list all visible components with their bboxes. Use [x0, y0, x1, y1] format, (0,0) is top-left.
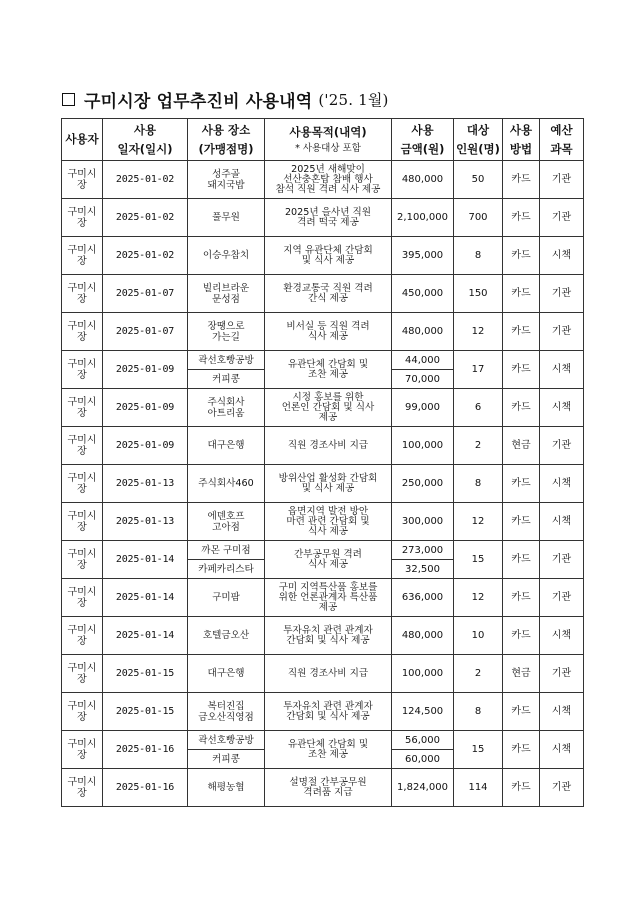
people-cell: 50 — [454, 161, 503, 199]
place-cell: 성주골 돼지국밥 — [188, 161, 265, 199]
place-cell: 주식회사460 — [188, 465, 265, 503]
purpose-cell: 환경교통국 직원 격려 간식 제공 — [265, 275, 392, 313]
place-cell: 해평농협 — [188, 769, 265, 807]
purpose-cell: 간부공무원 격려 식사 제공 — [265, 541, 392, 579]
user-cell: 구미시장 — [62, 655, 103, 693]
user-cell: 구미시장 — [62, 237, 103, 275]
method-cell: 카드 — [503, 731, 540, 769]
budget-cell: 기관 — [540, 199, 584, 237]
date-cell: 2025-01-09 — [103, 389, 188, 427]
date-cell: 2025-01-09 — [103, 427, 188, 465]
place-cell: 커피콩 — [188, 750, 265, 769]
purpose-cell: 투자유치 관련 관계자 간담회 및 식사 제공 — [265, 693, 392, 731]
place-cell: 구미팜 — [188, 579, 265, 617]
amount-cell: 44,000 — [392, 351, 454, 370]
place-cell: 복터진집 금오산직영점 — [188, 693, 265, 731]
budget-cell: 시책 — [540, 351, 584, 389]
place-cell: 빌리브라운 문성점 — [188, 275, 265, 313]
people-cell: 15 — [454, 731, 503, 769]
method-cell: 카드 — [503, 541, 540, 579]
amount-cell: 480,000 — [392, 313, 454, 351]
budget-cell: 기관 — [540, 579, 584, 617]
table-row — [62, 389, 584, 427]
table-row — [62, 275, 584, 313]
date-cell: 2025-01-16 — [103, 769, 188, 807]
checkbox-square-icon — [62, 93, 75, 106]
title-text: 구미시장 업무추진비 사용내역 — [84, 91, 313, 112]
date-cell: 2025-01-07 — [103, 275, 188, 313]
amount-cell: 60,000 — [392, 750, 454, 769]
people-cell: 2 — [454, 655, 503, 693]
purpose-cell: 방위산업 활성화 간담회 및 식사 제공 — [265, 465, 392, 503]
header-row — [62, 119, 584, 161]
budget-cell: 기관 — [540, 161, 584, 199]
people-cell: 6 — [454, 389, 503, 427]
amount-cell: 636,000 — [392, 579, 454, 617]
date-cell: 2025-01-16 — [103, 731, 188, 769]
header-amount: 사용 금액(원) — [392, 119, 454, 161]
purpose-cell: 지역 유관단체 간담회 및 식사 제공 — [265, 237, 392, 275]
user-cell: 구미시장 — [62, 389, 103, 427]
amount-cell: 2,100,000 — [392, 199, 454, 237]
amount-cell: 100,000 — [392, 427, 454, 465]
place-cell: 곽선호빵공방 — [188, 351, 265, 370]
date-cell: 2025-01-14 — [103, 541, 188, 579]
purpose-cell: 구미 지역특산품 홍보를 위한 언론관계자 특산품 제공 — [265, 579, 392, 617]
place-cell: 호텔금오산 — [188, 617, 265, 655]
user-cell: 구미시장 — [62, 503, 103, 541]
user-cell: 구미시장 — [62, 579, 103, 617]
user-cell: 구미시장 — [62, 161, 103, 199]
budget-cell: 시책 — [540, 731, 584, 769]
amount-cell: 273,000 — [392, 541, 454, 560]
people-cell: 700 — [454, 199, 503, 237]
purpose-cell: 직원 경조사비 지급 — [265, 427, 392, 465]
header-method: 사용 방법 — [503, 119, 540, 161]
user-cell: 구미시장 — [62, 199, 103, 237]
header-people: 대상 인원(명) — [454, 119, 503, 161]
place-cell: 에덴호프 고아점 — [188, 503, 265, 541]
amount-cell: 100,000 — [392, 655, 454, 693]
date-cell: 2025-01-07 — [103, 313, 188, 351]
method-cell: 카드 — [503, 389, 540, 427]
table-row — [62, 655, 584, 693]
amount-cell: 124,500 — [392, 693, 454, 731]
budget-cell: 기관 — [540, 313, 584, 351]
date-cell: 2025-01-13 — [103, 503, 188, 541]
people-cell: 12 — [454, 503, 503, 541]
date-cell: 2025-01-09 — [103, 351, 188, 389]
amount-cell: 480,000 — [392, 161, 454, 199]
method-cell: 카드 — [503, 465, 540, 503]
method-cell: 카드 — [503, 237, 540, 275]
method-cell: 카드 — [503, 503, 540, 541]
place-cell: 카페카리스타 — [188, 560, 265, 579]
header-purpose: 사용목적(내역) * 사용대상 포함 — [265, 119, 392, 161]
people-cell: 12 — [454, 313, 503, 351]
user-cell: 구미시장 — [62, 427, 103, 465]
purpose-cell: 2025년 을사년 직원 격려 떡국 제공 — [265, 199, 392, 237]
header-budget: 예산 과목 — [540, 119, 584, 161]
header-user: 사용자 — [62, 119, 103, 161]
document-title — [62, 86, 389, 112]
date-cell: 2025-01-02 — [103, 161, 188, 199]
user-cell: 구미시장 — [62, 617, 103, 655]
amount-cell: 32,500 — [392, 560, 454, 579]
place-cell: 까몬 구미점 — [188, 541, 265, 560]
place-cell: 주식회사 아트리움 — [188, 389, 265, 427]
budget-cell: 시책 — [540, 693, 584, 731]
people-cell: 10 — [454, 617, 503, 655]
table-row — [62, 731, 584, 750]
header-place: 사용 장소 (가맹점명) — [188, 119, 265, 161]
budget-cell: 기관 — [540, 769, 584, 807]
people-cell: 2 — [454, 427, 503, 465]
date-cell: 2025-01-02 — [103, 237, 188, 275]
method-cell: 현금 — [503, 427, 540, 465]
user-cell: 구미시장 — [62, 275, 103, 313]
amount-cell: 1,824,000 — [392, 769, 454, 807]
date-cell: 2025-01-14 — [103, 579, 188, 617]
purpose-cell: 2025년 새해맞이 선산충혼탑 참배 행사 참석 직원 격려 식사 제공 — [265, 161, 392, 199]
purpose-cell: 설명절 간부공무원 격려품 지급 — [265, 769, 392, 807]
method-cell: 카드 — [503, 693, 540, 731]
user-cell: 구미시장 — [62, 313, 103, 351]
table-row — [62, 427, 584, 465]
title-period: ('25. 1월) — [318, 90, 389, 109]
date-cell: 2025-01-15 — [103, 693, 188, 731]
people-cell: 150 — [454, 275, 503, 313]
method-cell: 카드 — [503, 199, 540, 237]
user-cell: 구미시장 — [62, 541, 103, 579]
table-row — [62, 579, 584, 617]
budget-cell: 시책 — [540, 617, 584, 655]
user-cell: 구미시장 — [62, 731, 103, 769]
method-cell: 카드 — [503, 161, 540, 199]
amount-cell: 300,000 — [392, 503, 454, 541]
amount-cell: 56,000 — [392, 731, 454, 750]
budget-cell: 시책 — [540, 503, 584, 541]
table-row — [62, 351, 584, 370]
method-cell: 카드 — [503, 769, 540, 807]
purpose-cell: 비서실 등 직원 격려 식사 제공 — [265, 313, 392, 351]
date-cell: 2025-01-14 — [103, 617, 188, 655]
table-row — [62, 503, 584, 541]
amount-cell: 395,000 — [392, 237, 454, 275]
date-cell: 2025-01-15 — [103, 655, 188, 693]
table-row — [62, 693, 584, 731]
people-cell: 114 — [454, 769, 503, 807]
place-cell: 커피콩 — [188, 370, 265, 389]
place-cell: 대구은행 — [188, 655, 265, 693]
purpose-cell: 투자유치 관련 관계자 간담회 및 식사 제공 — [265, 617, 392, 655]
people-cell: 15 — [454, 541, 503, 579]
purpose-cell: 유관단체 간담회 및 조찬 제공 — [265, 731, 392, 769]
people-cell: 8 — [454, 693, 503, 731]
table-row — [62, 541, 584, 560]
people-cell: 12 — [454, 579, 503, 617]
people-cell: 17 — [454, 351, 503, 389]
user-cell: 구미시장 — [62, 465, 103, 503]
table-row — [62, 769, 584, 807]
budget-cell: 기관 — [540, 655, 584, 693]
amount-cell: 480,000 — [392, 617, 454, 655]
amount-cell: 250,000 — [392, 465, 454, 503]
purpose-cell: 직원 경조사비 지급 — [265, 655, 392, 693]
table-row — [62, 313, 584, 351]
purpose-cell: 시정 홍보를 위한 언론인 간담회 및 식사 제공 — [265, 389, 392, 427]
place-cell: 이승우참치 — [188, 237, 265, 275]
amount-cell: 99,000 — [392, 389, 454, 427]
people-cell: 8 — [454, 237, 503, 275]
header-date: 사용 일자(일시) — [103, 119, 188, 161]
purpose-cell: 유관단체 간담회 및 조찬 제공 — [265, 351, 392, 389]
expense-table — [61, 118, 584, 807]
amount-cell: 70,000 — [392, 370, 454, 389]
table-row — [62, 199, 584, 237]
method-cell: 카드 — [503, 617, 540, 655]
purpose-cell: 읍면지역 발전 방안 마련 관련 간담회 및 식사 제공 — [265, 503, 392, 541]
table-row — [62, 617, 584, 655]
place-cell: 풀무원 — [188, 199, 265, 237]
budget-cell: 기관 — [540, 427, 584, 465]
place-cell: 대구은행 — [188, 427, 265, 465]
method-cell: 현금 — [503, 655, 540, 693]
method-cell: 카드 — [503, 579, 540, 617]
budget-cell: 기관 — [540, 275, 584, 313]
date-cell: 2025-01-13 — [103, 465, 188, 503]
table-row — [62, 161, 584, 199]
budget-cell: 시책 — [540, 389, 584, 427]
place-cell: 장땡으로 가는길 — [188, 313, 265, 351]
budget-cell: 기관 — [540, 541, 584, 579]
place-cell: 곽선호빵공방 — [188, 731, 265, 750]
amount-cell: 450,000 — [392, 275, 454, 313]
method-cell: 카드 — [503, 313, 540, 351]
table-row — [62, 237, 584, 275]
user-cell: 구미시장 — [62, 693, 103, 731]
method-cell: 카드 — [503, 275, 540, 313]
table-row — [62, 465, 584, 503]
people-cell: 8 — [454, 465, 503, 503]
method-cell: 카드 — [503, 351, 540, 389]
budget-cell: 시책 — [540, 237, 584, 275]
date-cell: 2025-01-02 — [103, 199, 188, 237]
budget-cell: 시책 — [540, 465, 584, 503]
table-body — [62, 161, 584, 807]
user-cell: 구미시장 — [62, 351, 103, 389]
user-cell: 구미시장 — [62, 769, 103, 807]
